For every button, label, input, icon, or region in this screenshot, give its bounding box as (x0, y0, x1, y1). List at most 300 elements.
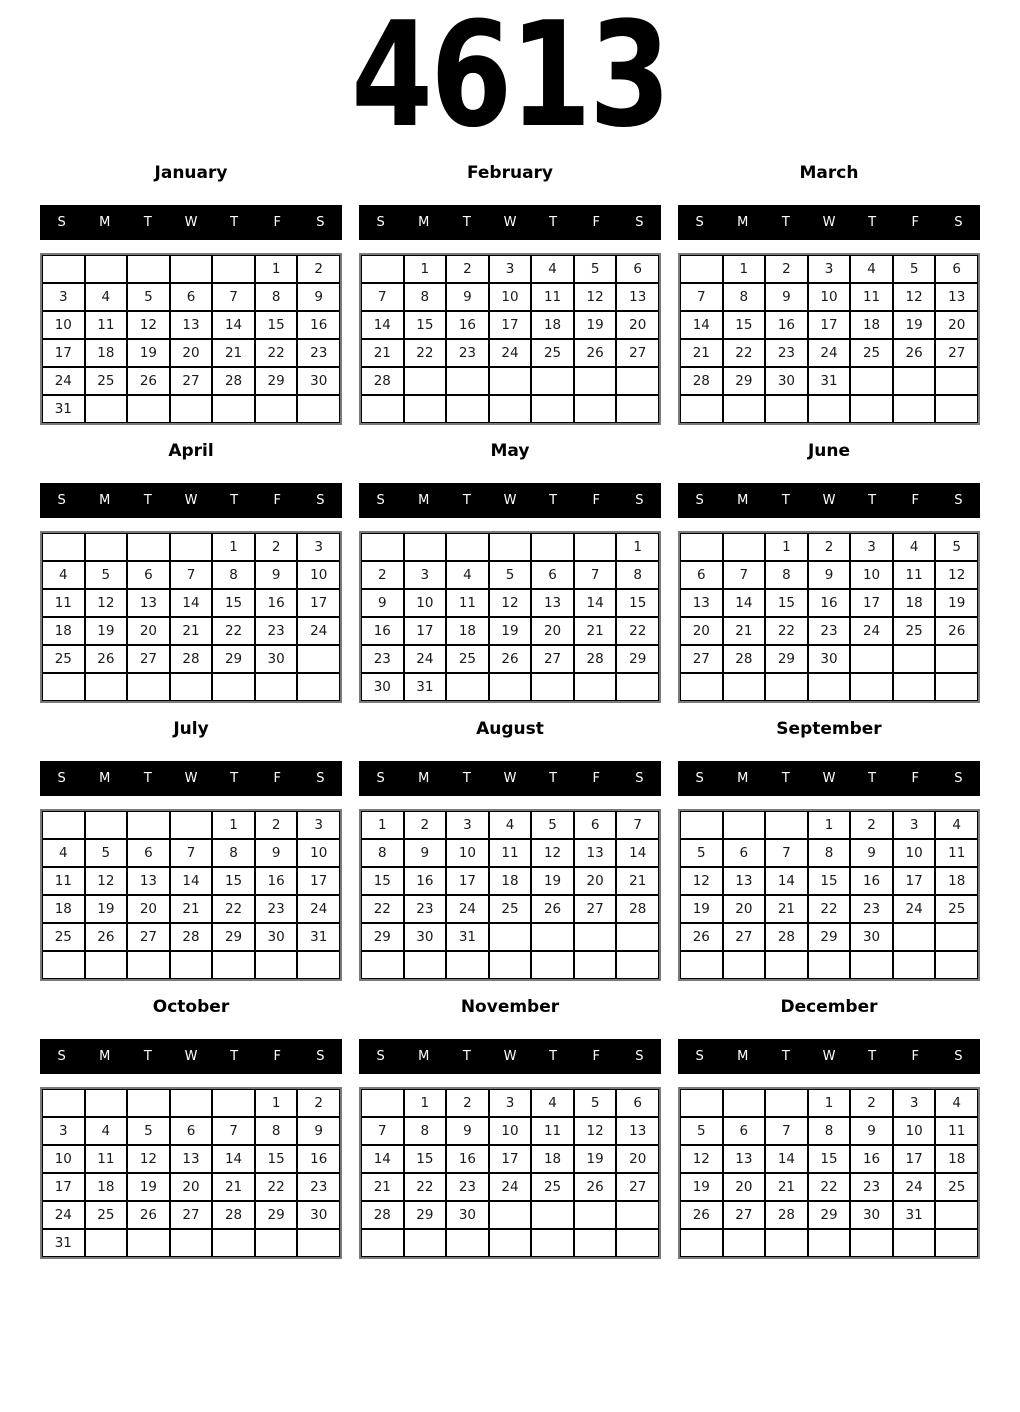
day-cell-empty (531, 367, 574, 395)
day-cell: 3 (42, 283, 85, 311)
day-cell: 28 (616, 895, 659, 923)
day-cell: 15 (212, 867, 255, 895)
day-cell-empty (574, 673, 617, 701)
weekday-label: M (418, 1049, 430, 1064)
day-cell: 24 (489, 1173, 532, 1201)
day-cell: 23 (808, 617, 851, 645)
day-cell: 21 (765, 895, 808, 923)
day-cell-empty (935, 923, 978, 951)
day-cell: 17 (297, 867, 340, 895)
day-cell: 17 (446, 867, 489, 895)
day-cell: 30 (850, 1201, 893, 1229)
day-cell: 7 (170, 839, 213, 867)
month-title: November (460, 997, 560, 1017)
date-grid (678, 253, 980, 425)
day-cell: 28 (170, 923, 213, 951)
day-cell: 28 (765, 1201, 808, 1229)
day-cell: 16 (446, 1145, 489, 1173)
day-cell: 31 (893, 1201, 936, 1229)
day-cell: 9 (446, 1117, 489, 1145)
weekday-label: S (954, 771, 963, 786)
weekday-label: S (695, 215, 704, 230)
weekday-label: W (822, 771, 836, 786)
day-cell: 20 (127, 617, 170, 645)
day-cell-empty (42, 255, 85, 283)
day-cell: 12 (893, 283, 936, 311)
day-cell-empty (808, 395, 851, 423)
day-cell: 27 (723, 923, 766, 951)
day-cell: 20 (574, 867, 617, 895)
day-cell-empty (361, 1229, 404, 1257)
day-cell: 10 (893, 839, 936, 867)
day-cell: 5 (680, 839, 723, 867)
day-cell: 27 (170, 1201, 213, 1229)
day-cell: 7 (765, 839, 808, 867)
day-cell-empty (85, 395, 128, 423)
day-cell-empty (680, 395, 723, 423)
day-cell: 2 (850, 1089, 893, 1117)
weekday-label: S (57, 1049, 66, 1064)
weekday-label: T (462, 771, 471, 786)
date-grid (40, 531, 342, 703)
day-cell-empty (531, 533, 574, 561)
day-cell: 28 (212, 367, 255, 395)
day-cell: 19 (127, 339, 170, 367)
day-cell: 14 (574, 589, 617, 617)
day-cell: 17 (850, 589, 893, 617)
day-cell: 26 (893, 339, 936, 367)
weekday-label: T (143, 771, 152, 786)
day-cell: 27 (723, 1201, 766, 1229)
day-cell: 29 (255, 1201, 298, 1229)
day-cell: 13 (723, 867, 766, 895)
day-cell-empty (127, 1229, 170, 1257)
day-cell: 10 (297, 561, 340, 589)
day-cell-empty (212, 255, 255, 283)
weekday-label: S (57, 493, 66, 508)
day-cell: 14 (361, 311, 404, 339)
day-cell: 11 (446, 589, 489, 617)
day-cell: 19 (680, 1173, 723, 1201)
day-cell: 5 (85, 561, 128, 589)
day-cell-empty (361, 1089, 404, 1117)
day-cell: 24 (893, 1173, 936, 1201)
day-cell: 22 (361, 895, 404, 923)
date-grid (359, 253, 661, 425)
weekday-label: S (316, 771, 325, 786)
day-cell: 4 (85, 283, 128, 311)
day-cell: 26 (85, 923, 128, 951)
weekday-label: S (954, 1049, 963, 1064)
day-cell-empty (935, 645, 978, 673)
weekday-label: S (376, 493, 385, 508)
month-block (40, 441, 342, 719)
day-cell-empty (893, 645, 936, 673)
day-cell: 15 (765, 589, 808, 617)
weekday-label: S (695, 1049, 704, 1064)
day-cell: 20 (531, 617, 574, 645)
day-cell: 9 (404, 839, 447, 867)
day-cell: 15 (255, 311, 298, 339)
day-cell-empty (489, 533, 532, 561)
day-cell: 23 (255, 895, 298, 923)
day-cell: 4 (42, 561, 85, 589)
day-cell: 31 (42, 1229, 85, 1257)
month-title: September (776, 719, 882, 739)
day-cell-empty (616, 923, 659, 951)
weekday-label: S (635, 215, 644, 230)
day-cell: 15 (808, 867, 851, 895)
weekday-header (40, 761, 342, 796)
day-cell: 21 (765, 1173, 808, 1201)
day-cell: 11 (489, 839, 532, 867)
day-cell-empty (850, 951, 893, 979)
day-cell: 6 (170, 283, 213, 311)
day-cell-empty (255, 395, 298, 423)
day-cell: 5 (574, 1089, 617, 1117)
day-cell: 16 (446, 311, 489, 339)
day-cell: 8 (616, 561, 659, 589)
day-cell-empty (212, 1089, 255, 1117)
day-cell: 29 (723, 367, 766, 395)
day-cell: 25 (935, 895, 978, 923)
day-cell: 16 (255, 867, 298, 895)
day-cell: 12 (85, 589, 128, 617)
day-cell: 4 (446, 561, 489, 589)
weekday-label: W (503, 771, 517, 786)
day-cell: 20 (170, 1173, 213, 1201)
day-cell-empty (531, 1229, 574, 1257)
day-cell-empty (850, 645, 893, 673)
month-title: October (152, 997, 230, 1017)
day-cell-empty (893, 951, 936, 979)
weekday-label: T (143, 493, 152, 508)
day-cell: 15 (616, 589, 659, 617)
day-cell: 5 (935, 533, 978, 561)
month-title: December (780, 997, 878, 1017)
day-cell: 11 (531, 1117, 574, 1145)
day-cell: 18 (935, 1145, 978, 1173)
day-cell-empty (361, 951, 404, 979)
day-cell: 25 (85, 367, 128, 395)
weekday-label: T (868, 493, 877, 508)
day-cell: 7 (361, 283, 404, 311)
day-cell: 11 (42, 589, 85, 617)
day-cell: 12 (85, 867, 128, 895)
day-cell: 16 (808, 589, 851, 617)
day-cell-empty (616, 1229, 659, 1257)
day-cell: 24 (404, 645, 447, 673)
weekday-label: M (99, 215, 111, 230)
day-cell: 11 (935, 839, 978, 867)
weekday-label: M (737, 771, 749, 786)
day-cell: 9 (297, 283, 340, 311)
day-cell: 10 (489, 283, 532, 311)
weekday-label: S (695, 493, 704, 508)
weekday-label: S (316, 215, 325, 230)
day-cell-empty (680, 1229, 723, 1257)
day-cell-empty (85, 1229, 128, 1257)
day-cell: 6 (574, 811, 617, 839)
day-cell-empty (893, 923, 936, 951)
day-cell: 18 (935, 867, 978, 895)
day-cell: 15 (808, 1145, 851, 1173)
weekday-label: T (462, 215, 471, 230)
day-cell-empty (723, 951, 766, 979)
day-cell-empty (893, 673, 936, 701)
day-cell: 25 (85, 1201, 128, 1229)
day-cell: 8 (404, 283, 447, 311)
day-cell-empty (531, 923, 574, 951)
day-cell-empty (297, 645, 340, 673)
day-cell-empty (127, 255, 170, 283)
day-cell-empty (404, 395, 447, 423)
day-cell: 9 (361, 589, 404, 617)
month-block (40, 163, 342, 441)
day-cell: 20 (935, 311, 978, 339)
day-cell: 24 (808, 339, 851, 367)
day-cell: 19 (85, 895, 128, 923)
day-cell: 29 (212, 923, 255, 951)
weekday-label: M (99, 493, 111, 508)
day-cell: 2 (404, 811, 447, 839)
day-cell: 3 (893, 1089, 936, 1117)
day-cell-empty (723, 395, 766, 423)
day-cell-empty (127, 533, 170, 561)
day-cell: 19 (489, 617, 532, 645)
day-cell: 4 (85, 1117, 128, 1145)
day-cell: 28 (765, 923, 808, 951)
weekday-label: T (230, 771, 239, 786)
day-cell: 3 (808, 255, 851, 283)
weekday-label: F (911, 493, 920, 508)
day-cell: 9 (850, 1117, 893, 1145)
day-cell: 16 (850, 867, 893, 895)
day-cell: 31 (42, 395, 85, 423)
day-cell: 16 (404, 867, 447, 895)
day-cell: 18 (489, 867, 532, 895)
day-cell: 15 (361, 867, 404, 895)
day-cell-empty (489, 673, 532, 701)
weekday-label: T (462, 493, 471, 508)
day-cell: 13 (574, 839, 617, 867)
day-cell-empty (531, 951, 574, 979)
day-cell: 15 (255, 1145, 298, 1173)
day-cell-empty (935, 673, 978, 701)
day-cell: 5 (85, 839, 128, 867)
weekday-label: W (822, 1049, 836, 1064)
day-cell: 1 (404, 255, 447, 283)
day-cell: 22 (808, 1173, 851, 1201)
weekday-label: W (503, 493, 517, 508)
day-cell: 25 (850, 339, 893, 367)
day-cell: 28 (361, 1201, 404, 1229)
weekday-label: T (868, 771, 877, 786)
day-cell-empty (850, 395, 893, 423)
day-cell: 16 (850, 1145, 893, 1173)
day-cell: 6 (680, 561, 723, 589)
month-title: February (466, 163, 554, 183)
day-cell-empty (935, 367, 978, 395)
weekday-header (359, 205, 661, 240)
day-cell-empty (404, 367, 447, 395)
date-grid (359, 531, 661, 703)
day-cell: 10 (489, 1117, 532, 1145)
day-cell: 7 (361, 1117, 404, 1145)
weekday-label: S (954, 215, 963, 230)
day-cell-empty (680, 255, 723, 283)
day-cell: 14 (616, 839, 659, 867)
day-cell: 27 (935, 339, 978, 367)
day-cell: 22 (723, 339, 766, 367)
day-cell: 12 (531, 839, 574, 867)
day-cell: 7 (170, 561, 213, 589)
weekday-label: M (418, 215, 430, 230)
day-cell: 17 (42, 339, 85, 367)
day-cell: 13 (170, 1145, 213, 1173)
day-cell: 5 (489, 561, 532, 589)
day-cell-empty (170, 395, 213, 423)
day-cell: 23 (361, 645, 404, 673)
day-cell: 4 (893, 533, 936, 561)
day-cell: 29 (808, 1201, 851, 1229)
day-cell: 8 (765, 561, 808, 589)
weekday-label: F (273, 215, 282, 230)
day-cell: 6 (935, 255, 978, 283)
day-cell: 6 (170, 1117, 213, 1145)
day-cell: 16 (297, 311, 340, 339)
day-cell: 26 (85, 645, 128, 673)
day-cell: 20 (616, 311, 659, 339)
day-cell: 22 (255, 339, 298, 367)
day-cell-empty (616, 673, 659, 701)
day-cell: 3 (404, 561, 447, 589)
day-cell-empty (808, 951, 851, 979)
day-cell-empty (531, 395, 574, 423)
day-cell: 8 (808, 1117, 851, 1145)
weekday-label: S (316, 493, 325, 508)
day-cell-empty (297, 673, 340, 701)
day-cell-empty (574, 1201, 617, 1229)
day-cell: 8 (212, 839, 255, 867)
day-cell: 30 (850, 923, 893, 951)
day-cell-empty (446, 673, 489, 701)
day-cell: 6 (127, 839, 170, 867)
day-cell: 13 (616, 283, 659, 311)
day-cell: 1 (808, 1089, 851, 1117)
weekday-label: F (592, 215, 601, 230)
month-block (359, 441, 661, 719)
day-cell: 24 (893, 895, 936, 923)
day-cell-empty (808, 1229, 851, 1257)
day-cell: 13 (127, 867, 170, 895)
day-cell: 4 (531, 255, 574, 283)
month-title: May (490, 441, 530, 461)
day-cell: 25 (446, 645, 489, 673)
day-cell: 7 (680, 283, 723, 311)
day-cell: 2 (446, 255, 489, 283)
day-cell: 26 (680, 923, 723, 951)
day-cell-empty (212, 673, 255, 701)
day-cell: 14 (765, 867, 808, 895)
weekday-label: T (781, 1049, 790, 1064)
day-cell: 4 (489, 811, 532, 839)
day-cell: 23 (850, 1173, 893, 1201)
day-cell: 30 (808, 645, 851, 673)
day-cell: 11 (850, 283, 893, 311)
day-cell: 7 (574, 561, 617, 589)
day-cell: 14 (212, 1145, 255, 1173)
weekday-label: F (911, 215, 920, 230)
month-block (40, 719, 342, 997)
day-cell: 1 (404, 1089, 447, 1117)
weekday-label: W (184, 1049, 198, 1064)
day-cell: 16 (297, 1145, 340, 1173)
day-cell-empty (850, 367, 893, 395)
date-grid (40, 1087, 342, 1259)
day-cell: 1 (212, 533, 255, 561)
day-cell: 29 (361, 923, 404, 951)
day-cell: 7 (616, 811, 659, 839)
day-cell-empty (680, 673, 723, 701)
day-cell-empty (765, 395, 808, 423)
day-cell-empty (170, 1089, 213, 1117)
day-cell: 4 (935, 1089, 978, 1117)
day-cell: 2 (446, 1089, 489, 1117)
day-cell: 7 (212, 1117, 255, 1145)
day-cell: 28 (723, 645, 766, 673)
day-cell: 30 (361, 673, 404, 701)
day-cell-empty (170, 533, 213, 561)
day-cell-empty (935, 1201, 978, 1229)
day-cell-empty (446, 533, 489, 561)
weekday-label: F (592, 493, 601, 508)
day-cell-empty (255, 1229, 298, 1257)
month-block (359, 719, 661, 997)
day-cell-empty (680, 811, 723, 839)
day-cell-empty (212, 1229, 255, 1257)
day-cell-empty (297, 951, 340, 979)
day-cell-empty (404, 1229, 447, 1257)
day-cell: 26 (127, 1201, 170, 1229)
day-cell-empty (723, 533, 766, 561)
day-cell: 17 (808, 311, 851, 339)
weekday-label: T (230, 1049, 239, 1064)
day-cell: 22 (765, 617, 808, 645)
day-cell: 19 (127, 1173, 170, 1201)
day-cell: 25 (935, 1173, 978, 1201)
day-cell: 10 (850, 561, 893, 589)
day-cell: 12 (574, 1117, 617, 1145)
day-cell: 20 (723, 1173, 766, 1201)
weekday-label: M (418, 493, 430, 508)
weekday-label: T (549, 771, 558, 786)
day-cell: 15 (404, 1145, 447, 1173)
day-cell-empty (723, 1089, 766, 1117)
day-cell: 30 (255, 923, 298, 951)
month-block (359, 163, 661, 441)
day-cell: 21 (361, 1173, 404, 1201)
day-cell-empty (574, 395, 617, 423)
day-cell: 19 (574, 311, 617, 339)
day-cell: 26 (574, 1173, 617, 1201)
day-cell-empty (680, 951, 723, 979)
day-cell: 3 (489, 255, 532, 283)
weekday-label: W (503, 1049, 517, 1064)
day-cell: 29 (616, 645, 659, 673)
day-cell: 30 (404, 923, 447, 951)
day-cell-empty (42, 673, 85, 701)
